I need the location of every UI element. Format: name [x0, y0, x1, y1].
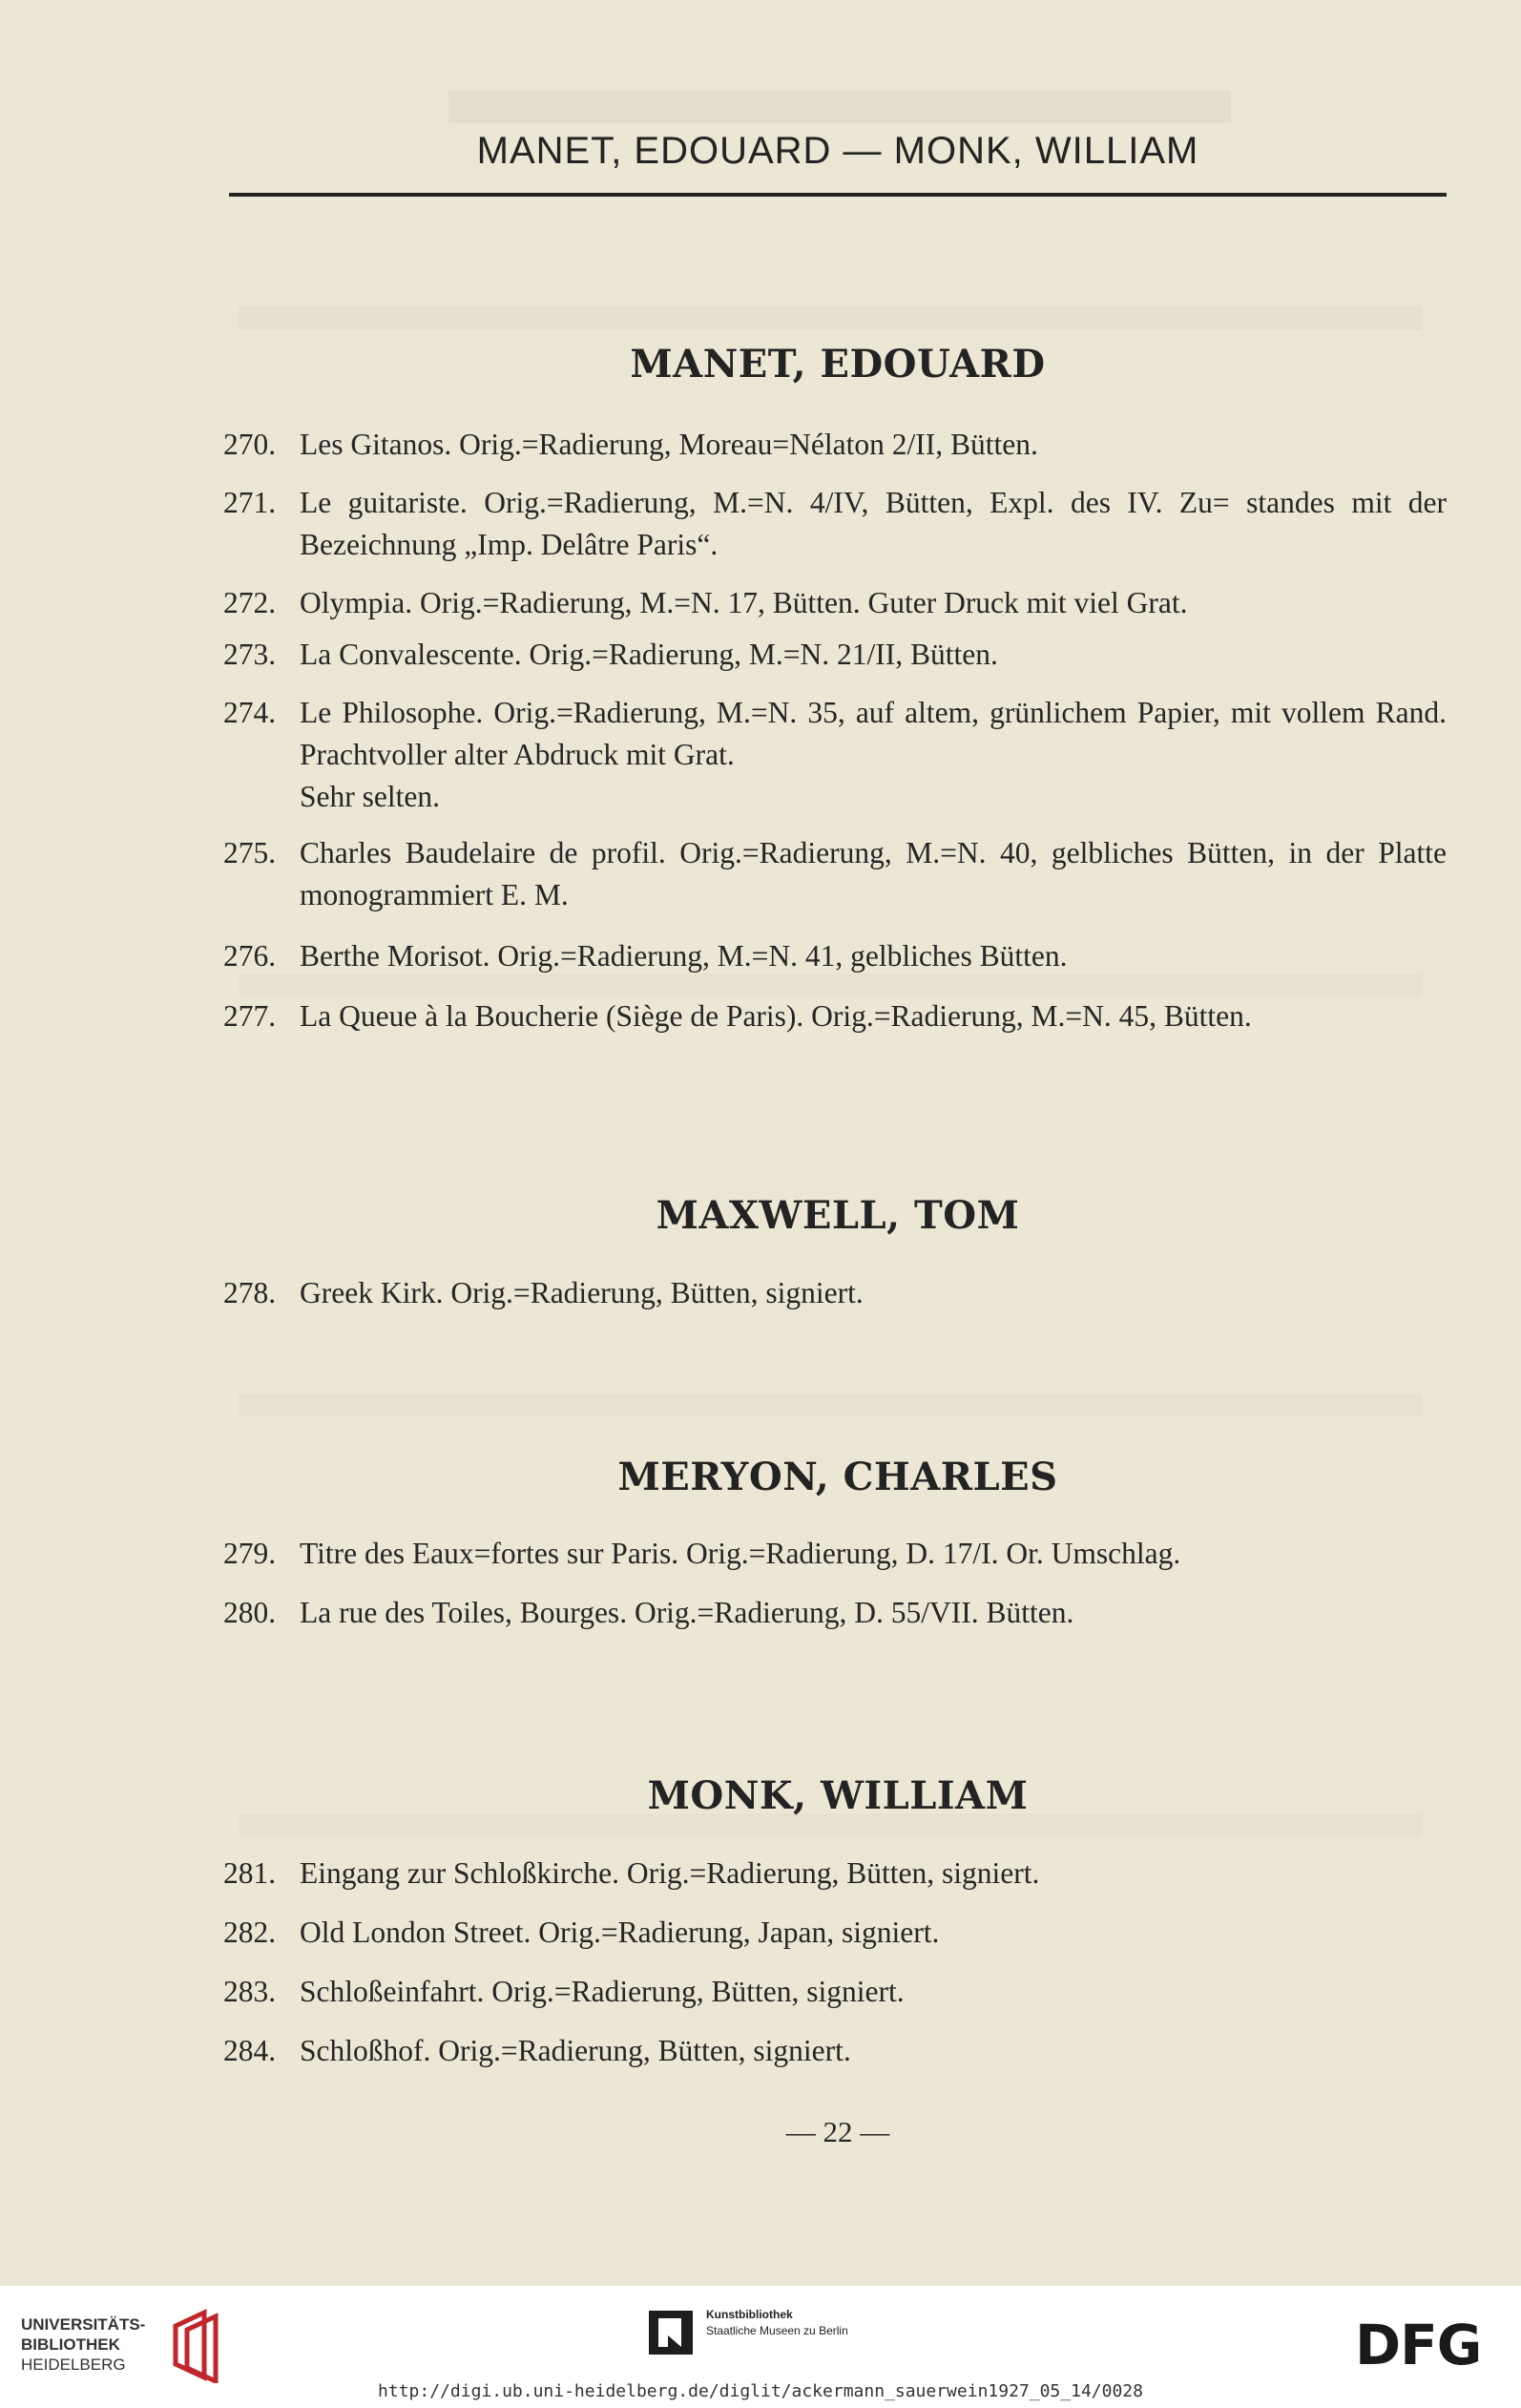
library-emblem-icon: [166, 2307, 233, 2383]
catalog-entry: [223, 935, 1447, 977]
catalog-entry: [223, 482, 1447, 566]
entry-text: Eingang zur Schloßkirche. Orig.=Radierung, Bütten, signiert.: [300, 1856, 1040, 1890]
entry-number: 281.: [223, 1856, 277, 1890]
section-heading-monk: MONK, WILLIAM: [647, 1773, 1029, 1818]
entry-number: 272.: [223, 586, 277, 619]
catalog-entry: [223, 832, 1447, 916]
entry-text: Old London Street. Orig.=Radierung, Japan, signiert.: [300, 1916, 940, 1949]
entry-text: Les Gitanos. Orig.=Radierung, Moreau=Nélaton 2/II, Bütten.: [300, 428, 1038, 461]
catalog-entry: [223, 692, 1447, 818]
kunstbibliothek-logo[interactable]: [649, 2307, 897, 2364]
library-name-line1: UNIVERSITÄTS-: [21, 2315, 146, 2334]
section-heading-manet: MANET, EDOUARD: [630, 342, 1046, 387]
catalog-entry: [223, 424, 1447, 466]
catalog-entry: [223, 1533, 1447, 1575]
entry-number: 277.: [223, 999, 277, 1033]
entry-text: Charles Baudelaire de profil. Orig.=Radierung, M.=N. 40, gelbliches Bütten, in der Platte monogrammiert E. M.: [300, 836, 1447, 911]
entry-text: Berthe Morisot. Orig.=Radierung, M.=N. 41, gelbliches Bütten.: [300, 939, 1068, 973]
university-library-logo[interactable]: [21, 2307, 250, 2383]
catalog-entry: [223, 1592, 1447, 1634]
entry-number: 284.: [223, 2034, 277, 2067]
entry-number: 279.: [223, 1537, 277, 1570]
kunstbibliothek-name: Kunstbibliothek: [706, 2308, 793, 2321]
catalog-entry: [223, 582, 1447, 624]
entry-text: Schloßeinfahrt. Orig.=Radierung, Bütten, signiert.: [300, 1975, 905, 2008]
kunstbibliothek-mark-icon: [649, 2311, 693, 2355]
page-number: — 22 —: [785, 2115, 890, 2148]
entry-text: Titre des Eaux=fortes sur Paris. Orig.=Radierung, D. 17/I. Or. Umschlag.: [300, 1537, 1181, 1570]
entry-text: Schloßhof. Orig.=Radierung, Bütten, signiert.: [300, 2034, 851, 2067]
entry-text: Greek Kirk. Orig.=Radierung, Bütten, signiert.: [300, 1276, 864, 1309]
entry-number: 280.: [223, 1596, 277, 1629]
header-rule: [229, 193, 1447, 197]
entry-number: 276.: [223, 939, 277, 973]
entry-number: 282.: [223, 1916, 277, 1949]
permalink-url[interactable]: http://digi.ub.uni-heidelberg.de/diglit/ackermann_sauerwein1927_05_14/0028: [378, 2381, 1143, 2401]
catalog-entry: [223, 1912, 1447, 1954]
catalog-entry: [223, 634, 1447, 676]
section-heading-maxwell: MAXWELL, TOM: [656, 1193, 1020, 1238]
dfg-logo[interactable]: DFG: [1355, 2313, 1482, 2377]
entry-number: 275.: [223, 836, 277, 869]
entry-number: 270.: [223, 428, 277, 461]
entry-text: La Convalescente. Orig.=Radierung, M.=N. 21/II, Bütten.: [300, 638, 998, 671]
library-name-line3: HEIDELBERG: [21, 2356, 126, 2374]
catalog-entry: [223, 995, 1447, 1037]
section-heading-meryon: MERYON, CHARLES: [617, 1455, 1058, 1499]
entry-text: La rue des Toiles, Bourges. Orig.=Radierung, D. 55/VII. Bütten.: [300, 1596, 1074, 1629]
entry-number: 283.: [223, 1975, 277, 2008]
digitization-footer: [0, 2286, 1521, 2408]
running-title: MANET, EDOUARD — MONK, WILLIAM: [476, 130, 1199, 172]
catalog-entry: [223, 1272, 1447, 1314]
entry-text: La Queue à la Boucherie (Siège de Paris). Orig.=Radierung, M.=N. 45, Bütten.: [300, 999, 1252, 1033]
entry-text: Olympia. Orig.=Radierung, M.=N. 17, Bütten. Guter Druck mit viel Grat.: [300, 586, 1188, 619]
entry-text: Le Philosophe. Orig.=Radierung, M.=N. 35, auf altem, grünlichem Papier, mit vollem Rand. Prachtvoller alter Abdruck mit Grat.: [300, 696, 1447, 771]
catalog-entry: [223, 1971, 1447, 2013]
entry-note: Sehr selten.: [300, 780, 440, 813]
kunstbibliothek-subtitle: Staatliche Museen zu Berlin: [706, 2324, 848, 2337]
entry-number: 278.: [223, 1276, 277, 1309]
catalog-entry: [223, 2030, 1447, 2072]
library-name-line2: BIBLIOTHEK: [21, 2335, 120, 2354]
catalog-entry: [223, 1853, 1447, 1895]
entry-text: Le guitariste. Orig.=Radierung, M.=N. 4/IV, Bütten, Expl. des IV. Zu= standes mit der Bezeichnung „Imp. Delâtre Paris“.: [300, 486, 1447, 561]
entry-number: 273.: [223, 638, 277, 671]
entry-number: 274.: [223, 696, 277, 729]
entry-number: 271.: [223, 486, 277, 519]
